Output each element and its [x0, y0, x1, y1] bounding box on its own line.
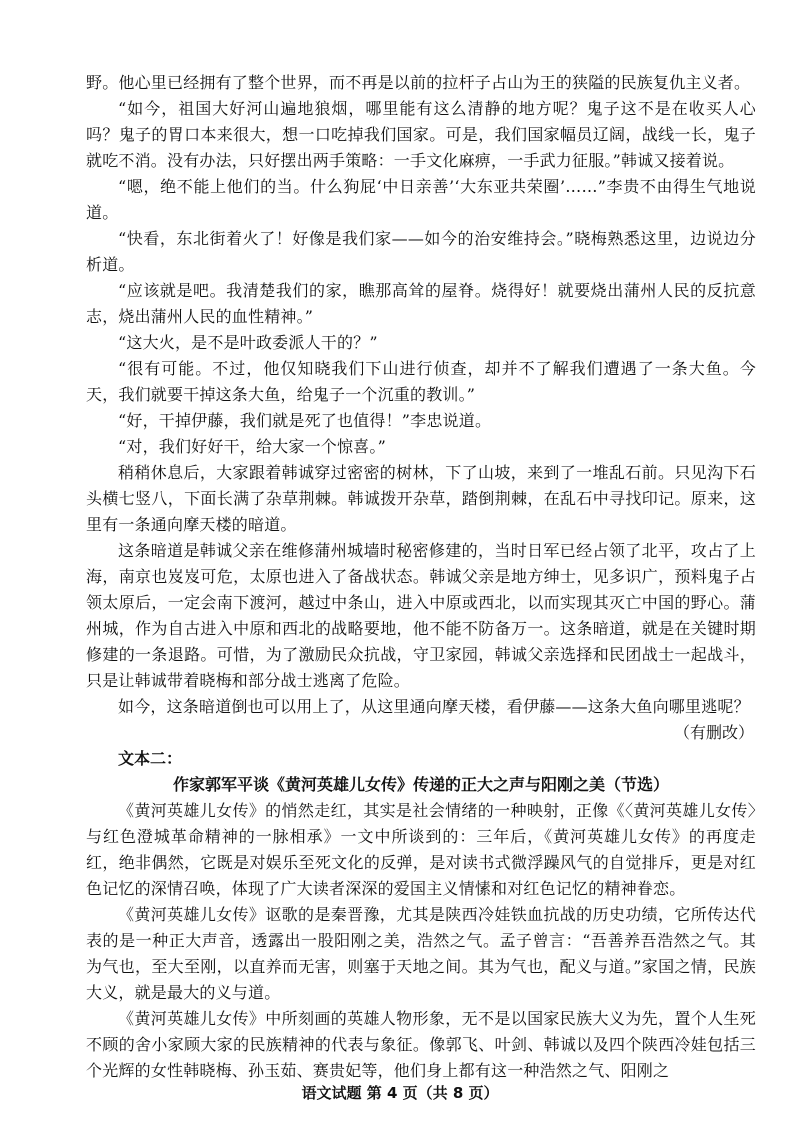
- text-two-label: 文本二：: [118, 749, 183, 768]
- text-one-paragraph-2: “如今，祖国大好河山遍地狼烟，哪里能有这么清静的地方呢？鬼子这不是在收买人心吗？鬼子的胃口本来很大，想一口吃掉我们国家。可是，我们国家幅员辽阔，战线一长，鬼子就吃不消。没有办法，只好摆出两手策略：一手文化麻痹，一手武力征服。”韩诚又接着说。: [86, 99, 756, 170]
- text-two-body: [86, 746, 756, 1084]
- text-two-paragraph-3: 《黄河英雄儿女传》中所刻画的英雄人物形象，无不是以国家民族大义为先，置个人生死不顾的舍小家顾大家的民族精神的代表与象征。像郭飞、叶剑、韩诚以及四个陕西冷娃包括三个光辉的女性韩晓梅、孙玉茹、赛贵妃等，他们身上都有这一种浩然之气、阳刚之: [86, 1009, 756, 1080]
- page-footer: 语文试题 第 4 页（共 8 页）: [301, 1084, 499, 1102]
- text-one-body: [86, 70, 756, 746]
- text-one-paragraph-11: 这条暗道是韩诚父亲在维修蒲州城墙时秘密修建的，当时日军已经占领了北平，攻占了上海，南京也岌岌可危，太原也进入了备战状态。韩诚父亲是地方绅士，见多识广，预料鬼子占领太原后，一定会南下渡河，越过中条山，进入中原或西北，以而实现其灭亡中国的野心。蒲州城，作为自古进入中原和西北的战略要地，他不能不防备万一。这条暗道，就是在关键时期修建的一条退路。可惜，为了激励民众抗战，守卫家园，韩诚父亲选择和民团战士一起战斗，只是让韩诚带着晓梅和部分战士逃离了危险。: [86, 541, 756, 690]
- text-two-title: 作家郭军平谈《黄河英雄儿女传》传递的正大之声与阳刚之美（节选）: [172, 775, 669, 794]
- text-one-paragraph-5: “应该就是吧。我清楚我们的家，瞧那高耸的屋脊。烧得好！就要烧出蒲州人民的反抗意志，烧出蒲州人民的血性精神。”: [86, 281, 756, 326]
- text-one-paragraph-9: “对，我们好好干，给大家一个惊喜。”: [118, 437, 386, 456]
- text-one-paragraph-10: 稍稍休息后，大家跟着韩诚穿过密密的树林，下了山坡，来到了一堆乱石前。只见沟下石头横七竖八，下面长满了杂草荆棘。韩诚拨开杂草，踏倒荆棘，在乱石中寻找印记。原来，这里有一条通向摩天楼的暗道。: [86, 463, 756, 534]
- text-one-paragraph-1: 野。他心里已经拥有了整个世界，而不再是以前的拉杆子占山为王的狭隘的民族复仇主义者。: [86, 73, 751, 92]
- text-one-paragraph-4: “快看，东北街着火了！好像是我们家——如今的治安维持会。”晓梅熟悉这里，边说边分析道。: [86, 229, 756, 274]
- source-note: （有删改）: [673, 723, 754, 742]
- text-one-paragraph-6: “这大火，是不是叶政委派人干的？”: [118, 333, 378, 352]
- text-two-paragraph-2: 《黄河英雄儿女传》讴歌的是秦晋豫，尤其是陕西冷娃铁血抗战的历史功绩，它所传达代表的是一种正大声音，透露出一股阳刚之美，浩然之气。孟子曾言：“吾善养吾浩然之气。其为气也，至大至刚，以直养而无害，则塞于天地之间。其为气也，配义与道。”家国之情，民族大义，就是最大的义与道。: [86, 905, 756, 1002]
- text-one-paragraph-3: “嗯，绝不能上他们的当。什么狗屁‘中日亲善’‘大东亚共荣圈’……”李贵不由得生气地说道。: [86, 177, 756, 222]
- text-two-paragraph-1: 《黄河英雄儿女传》的悄然走红，其实是社会情绪的一种映射，正像《〈黄河英雄儿女传〉与红色澄城革命精神的一脉相承》一文中所谈到的：三年后，《黄河英雄儿女传》的再度走红，绝非偶然，它既是对娱乐至死文化的反弹，是对读书式微浮躁风气的自觉排斥，更是对红色记忆的深情召唤，体现了广大读者深深的爱国主义情愫和对红色记忆的精神眷恋。: [86, 801, 756, 898]
- text-one-paragraph-12: 如今，这条暗道倒也可以用上了，从这里通向摩天楼，看伊藤——这条大鱼向哪里逃呢？: [118, 697, 750, 716]
- text-one-paragraph-8: “好，干掉伊藤，我们就是死了也值得！”李忠说道。: [118, 411, 492, 430]
- text-one-paragraph-7: “很有可能。不过，他仅知晓我们下山进行侦查，却并不了解我们遭遇了一条大鱼。今天，我们就要干掉这条大鱼，给鬼子一个沉重的教训。”: [86, 359, 756, 404]
